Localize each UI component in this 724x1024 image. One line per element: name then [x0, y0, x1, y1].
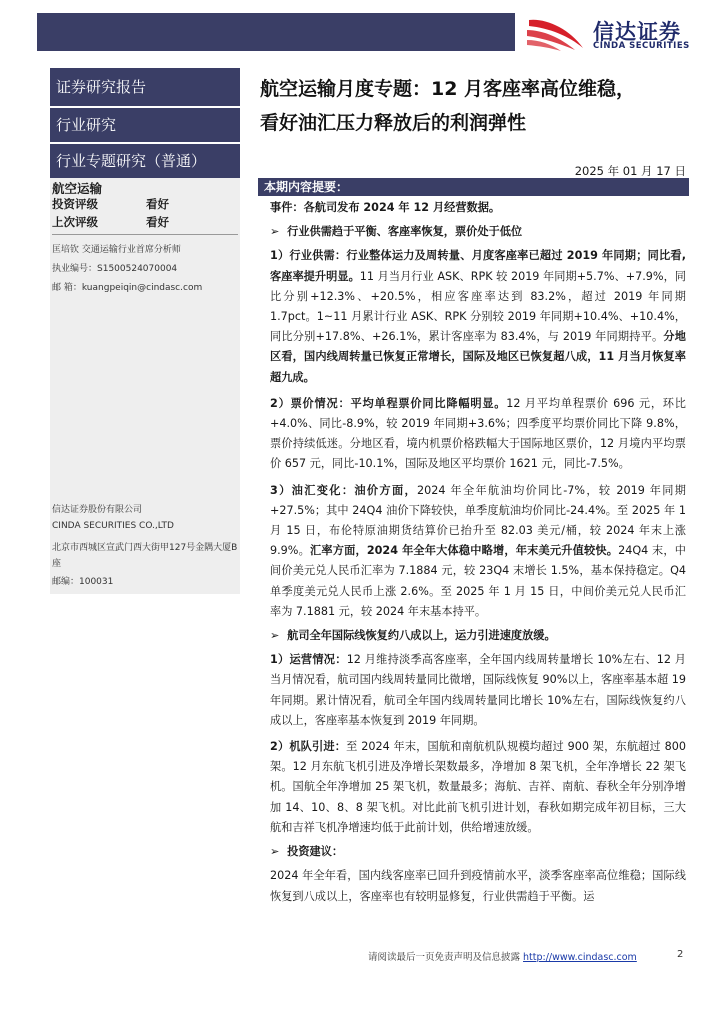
- event-text: 事件：各航司发布 2024 年 12 月经营数据。: [270, 201, 501, 214]
- bullet-arrow-icon: ➢: [270, 629, 280, 643]
- rating-label: 投资评级: [52, 197, 98, 211]
- company-address-line1: 北京市西城区宣武门西大街甲127号金隅大厦B: [52, 543, 238, 553]
- p3-bold: 3）油汇变化：油价方面，: [270, 483, 418, 497]
- analyst-email[interactable]: kuangpeiqin@cindasc.com: [81, 283, 203, 293]
- paragraph-1: [270, 246, 686, 387]
- footer-website-link[interactable]: http://www.cindasc.com: [523, 952, 637, 963]
- report-title: [260, 72, 635, 140]
- p3-text: 2024 年全年航油均价同比-7%，较 2019 年同期+27.5%；其中 24Q4 油价下降较快，单季度航油均价同比-24.4%。至 2025 年 1 月 15 日，布伦特原油期货结算价已抬升至 82.03 美元/桶，较 2024 年末上涨 9.9%。: [270, 483, 686, 558]
- p6-text: 2024 年全年看，国内线客座率已回升到疫情前水平，淡季客座率高位维稳；国际线恢复到八成以上，客座率也有较明显修复，行业供需趋于平衡。运: [270, 869, 686, 903]
- bullet-1: [270, 222, 686, 242]
- p2-text: 12 月平均单程票价 696 元，环比+4.0%、同比-8.9%，较 2019 年同期+3.6%；四季度平均票价同比下降 9.8%，票价持续低迷。分地区看，境内机票价格跌幅大于国际地区票价，12 月境内平均票价 657 元，同比-10.1%，国际及地区平均票价 1621 元，同比-7.5%。: [270, 396, 686, 471]
- p3-text2: 24Q4 末，中间价美元兑人民币汇率为 7.1884 元，较 23Q4 末增长 1.5%，基本保持稳定。Q4 单季度美元兑人民币上涨 2.6%。至 2025 年 1 月 15 日，中间价美元兑人民币汇率为 7.1881 元，较 2024 年末基本持平。: [270, 544, 686, 618]
- logo-text-en: CINDA SECURITIES: [593, 41, 690, 51]
- p2-bold: 2）票价情况：平均单程票价同比降幅明显。: [270, 396, 507, 410]
- analyst-name: 匡培钦 交通运输行业首席分析师: [52, 245, 181, 255]
- last-rating-row: [52, 214, 169, 230]
- cinda-swoosh-icon: [525, 14, 587, 52]
- research-subcategory-box: 行业专题研究（普通）: [50, 144, 240, 178]
- p5-bold: 2）机队引进：: [270, 740, 347, 754]
- paragraph-2: [270, 394, 686, 475]
- p1-bold2: 分地区看，国内线周转量已恢复正常增长，国际及地区已恢复超八成，11 月当月恢复率超九成。: [270, 330, 686, 384]
- event-paragraph: [270, 198, 686, 218]
- p1-bold: 1）行业供需：行业整体运力及周转量、月度客座率已超过 2019 年同期；同比看,客座率提升明显。: [270, 249, 686, 283]
- title-line-1: 航空运输月度专题：12 月客座率高位维稳，: [260, 78, 636, 100]
- email-label: 邮 箱：: [52, 283, 82, 293]
- report-type-box: 证券研究报告: [50, 68, 240, 106]
- company-address-line2: 座: [52, 559, 62, 569]
- last-rating-value: 看好: [146, 215, 169, 229]
- report-body: [270, 198, 686, 907]
- rating-value: 看好: [146, 197, 169, 211]
- p4-bold: 1）运营情况：: [270, 653, 347, 667]
- divider: [52, 234, 238, 235]
- summary-header: 本期内容提要：: [258, 178, 689, 196]
- footer-text: 请阅读最后一页免责声明及信息披露: [368, 952, 524, 963]
- last-rating-label: 上次评级: [52, 215, 98, 229]
- bullet-2-text: 航司全年国际线恢复约八成以上，运力引进速度放缓。: [287, 629, 556, 643]
- company-name-en: CINDA SECURITIES CO.,LTD: [52, 521, 174, 531]
- analyst-email-row: [52, 280, 202, 293]
- paragraph-5: [270, 737, 686, 838]
- sidebar-info-panel: [50, 178, 240, 594]
- research-category-box: 行业研究: [50, 108, 240, 142]
- title-line-2: 看好油汇压力释放后的利润弹性: [260, 112, 527, 134]
- industry-name: 航空运输: [52, 181, 103, 196]
- company-name: 信达证券股份有限公司: [52, 505, 143, 515]
- cinda-logo: [525, 14, 700, 52]
- paragraph-3: [270, 481, 686, 622]
- p5-text: 至 2024 年末，国航和南航机队规模均超过 900 架，东航超过 800 架。12 月东航飞机引进及净增长架数最多，净增加 8 架飞机，全年净增长 22 架飞机。国航全年净增加 25 架飞机，数量最多；海航、吉祥、南航、春秋全年分别净增加 14、10、8、8 架飞机。对比此前飞机引进计划，春秋如期完成年初目标，三大航和吉祥飞机净增速均低于此前计划，供给增速放缓。: [270, 740, 686, 834]
- bullet-2: [270, 626, 686, 646]
- p4-text: 12 月维持淡季高客座率，全年国内线周转量增长 10%左右、12 月当月情况看，航司国内线周转量同比微增，国际线恢复 90%以上，客座率基本超 19 年同期。累计情况看，航司全年国内线周转量同比增长 10%左右，国际线恢复约八成以上，客座率基本恢复到 2019 年同期。: [270, 653, 686, 727]
- logo-text-cn: 信达证券: [593, 20, 681, 44]
- cert-number: 执业编号：S1500524070004: [52, 264, 178, 274]
- paragraph-6: [270, 866, 686, 906]
- page-number: 2: [677, 949, 684, 960]
- bullet-1-text: 行业供需趋于平衡、客座率恢复，票价处于低位: [287, 225, 523, 239]
- bullet-arrow-icon: ➢: [270, 225, 280, 239]
- bullet-3-text: 投资建议：: [287, 845, 344, 859]
- p1-text: 11 月当月行业 ASK、RPK 较 2019 年同期+5.7%、+7.9%，同比分别+12.3%、+20.5%，相应客座率达到 83.2%，超过 2019 年同期 1.7pct。1~11 月累计行业 ASK、RPK 分别较 2019 年同期+10.4%、+10.4%，同比分别+17.8%、+26.1%，累计客座率为 83.4%，与 2019 年同期持平。: [270, 269, 686, 344]
- paragraph-4: [270, 650, 686, 731]
- bullet-3: [270, 842, 686, 862]
- bullet-arrow-icon: ➢: [270, 845, 280, 859]
- company-postcode: 邮编：100031: [52, 577, 114, 587]
- rating-row: [52, 196, 169, 212]
- p3-bold2: 汇率方面，2024 年全年大体稳中略增，年末美元升值较快。: [309, 544, 619, 558]
- report-date: 2025 年 01 月 17 日: [574, 164, 686, 178]
- footer-disclaimer: [368, 949, 637, 963]
- top-banner: [37, 13, 515, 51]
